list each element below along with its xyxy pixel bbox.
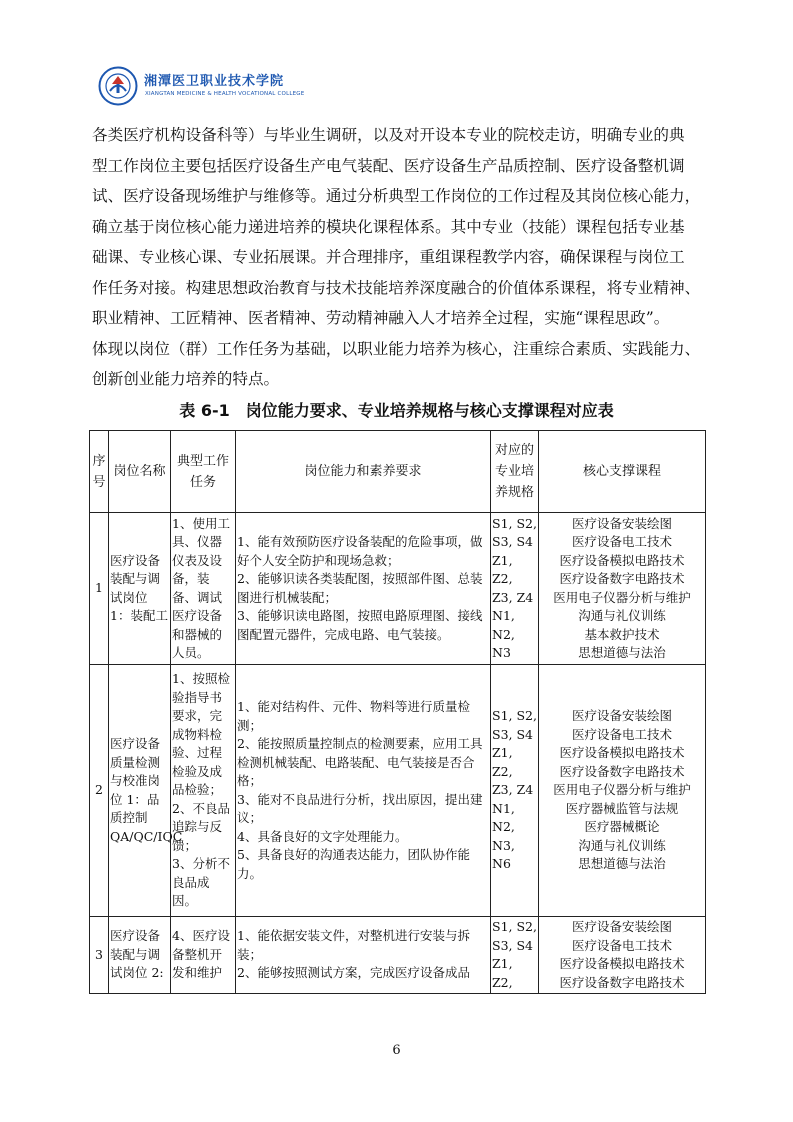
row-req-text: 1、能依据安装文件，对整机进行安装与拆装； 2、能够按照测试方案，完成医疗设备成品 bbox=[237, 928, 470, 981]
row-req-text: 1、能对结构件、元件、物料等进行质量检测； 2、能按照质量控制点的检测要素，应用工具检测机械装配、电路装配、电气装接是否合格； 3、能对不良品进行分析，找出原因，提出建议； 4、具备良好的文字处理能力。 5、具备良好的沟通表达能力，团队协作能力。 bbox=[237, 699, 483, 881]
body-line: 确立基于岗位核心能力递进培养的模块化课程体系。其中专业（技能）课程包括专业基 bbox=[92, 217, 685, 236]
header-req: 岗位能力和素养要求 bbox=[236, 431, 491, 513]
college-name-cn: 湘潭医卫职业技术学院 bbox=[144, 74, 285, 89]
header-spec: 对应的专业培养规格 bbox=[491, 431, 539, 513]
course-item: 思想道德与法治 bbox=[578, 856, 666, 872]
course-item: 医疗设备电工技术 bbox=[571, 534, 672, 549]
row-name bbox=[109, 665, 183, 917]
row-idx: 2 bbox=[90, 665, 109, 917]
row-req bbox=[236, 665, 491, 917]
row-courses bbox=[539, 513, 706, 665]
row-req-text: 1、能有效预防医疗设备装配的危险事项，做好个人安全防护和现场急救； 2、能够识读各类装配图，按照部件图、总装图进行机械装配； 3、能够识读电路图，按照电路原理图、接线图配置元器件，完成电路、电气装接。 bbox=[237, 534, 483, 642]
page-number: 6 bbox=[392, 1043, 401, 1058]
course-item: 医疗器械监管与法规 bbox=[565, 800, 679, 816]
course-item: 医疗设备安装绘图 bbox=[571, 919, 672, 934]
body-line: 作任务对接。构建思想政治教育与技术技能培养深度融合的价值体系课程，将专业精神、 bbox=[92, 278, 701, 297]
body-line: 型工作岗位主要包括医疗设备生产电气装配、医疗设备生产品质控制、医疗设备整机调 bbox=[92, 156, 685, 175]
header-course: 核心支撑课程 bbox=[539, 431, 706, 513]
body-line: 职业精神、工匠精神、医者精神、劳动精神融入人才培养全过程，实施“课程思政”。 bbox=[92, 309, 670, 327]
header-task: 典型工作任务 bbox=[171, 431, 236, 513]
row-spec bbox=[491, 665, 539, 917]
table-row bbox=[90, 917, 706, 994]
row-task-text: 1、按照检验指导书要求，完成物料检验、过程检验及成品检验； 2、不良品追踪与反馈； 3、分析不良品成因。 bbox=[172, 671, 230, 909]
row-spec-text: S1, S2, S3, S4 Z1, Z2, Z3, Z4 N1, N2, N3, N6 bbox=[492, 708, 537, 872]
course-item: 医疗设备模拟电路技术 bbox=[559, 552, 685, 568]
course-item: 医疗设备电工技术 bbox=[571, 726, 672, 742]
ability-course-table bbox=[89, 430, 706, 994]
body-line: 试、医疗设备现场维护与维修等。通过分析典型工作岗位的工作过程及其岗位核心能力， bbox=[92, 187, 701, 205]
row-task bbox=[171, 917, 236, 994]
course-item: 医疗设备电工技术 bbox=[571, 937, 672, 953]
course-item: 医疗设备安装绘图 bbox=[571, 708, 672, 724]
course-item: 沟通与礼仪训练 bbox=[578, 837, 666, 853]
body-line: 础课、专业核心课、专业拓展课。并合理排序，重组课程教学内容，确保课程与岗位工 bbox=[92, 248, 685, 266]
course-item: 基本救护技术 bbox=[584, 626, 660, 642]
course-item: 医疗设备安装绘图 bbox=[571, 515, 672, 531]
course-item: 医疗器械概论 bbox=[584, 819, 660, 835]
body-line: 各类医疗机构设备科等）与毕业生调研，以及对开设本专业的院校走访，明确专业的典 bbox=[92, 126, 685, 144]
header-idx: 序号 bbox=[90, 431, 109, 513]
course-item: 医疗设备数字电路技术 bbox=[559, 763, 685, 779]
header-name: 岗位名称 bbox=[109, 431, 171, 513]
course-item: 医用电子仪器分析与维护 bbox=[553, 589, 691, 605]
college-emblem-icon bbox=[98, 66, 138, 106]
row-idx: 1 bbox=[90, 513, 109, 665]
row-spec bbox=[491, 917, 539, 994]
course-item: 医疗设备数字电路技术 bbox=[559, 571, 685, 586]
row-spec-text: S1, S2, S3, S4 Z1, Z2, Z3, Z4 N1, N2, N3 bbox=[492, 515, 537, 660]
row-name-text: 医疗设备装配与调试岗位 1：装配工 bbox=[110, 552, 168, 623]
row-name bbox=[109, 917, 171, 994]
body-paragraph bbox=[92, 120, 704, 395]
table-row bbox=[90, 665, 706, 917]
row-courses bbox=[539, 917, 706, 994]
row-name-text: 医疗设备装配与调试岗位 2: bbox=[110, 928, 164, 981]
course-item: 医疗设备模拟电路技术 bbox=[559, 745, 685, 761]
table-title: 表 6-1 岗位能力要求、专业培养规格与核心支撑课程对应表 bbox=[179, 401, 614, 420]
course-item: 医疗设备模拟电路技术 bbox=[559, 956, 685, 971]
row-name-text: 医疗设备质量检测与校准岗位 1：品质控制QA/QC/IQC bbox=[110, 736, 183, 844]
row-name bbox=[109, 513, 171, 665]
course-item: 思想道德与法治 bbox=[578, 645, 666, 660]
course-item: 医用电子仪器分析与维护 bbox=[553, 782, 691, 798]
row-task-text: 1、使用工具、仪器仪表及设备，装备、调试医疗设备和器械的人员。 bbox=[172, 515, 230, 660]
row-spec bbox=[491, 513, 539, 665]
table-header-row bbox=[90, 431, 706, 513]
table-row bbox=[90, 513, 706, 665]
row-req bbox=[236, 917, 491, 994]
college-name-en: XIANGTAN MEDICINE & HEALTH VOCATIONAL COLLEGE bbox=[145, 91, 305, 97]
course-item: 沟通与礼仪训练 bbox=[578, 608, 666, 623]
row-task bbox=[171, 513, 236, 665]
row-task-text: 4、医疗设备整机开发和维护 bbox=[172, 928, 230, 981]
row-courses bbox=[539, 665, 706, 917]
row-spec-text: S1, S2, S3, S4 Z1, Z2, bbox=[492, 919, 537, 990]
row-idx: 3 bbox=[90, 917, 109, 994]
row-task bbox=[171, 665, 236, 917]
body-line: 创新创业能力培养的特点。 bbox=[92, 370, 280, 388]
body-line: 体现以岗位（群）工作任务为基础，以职业能力培养为核心，注重综合素质、实践能力、 bbox=[92, 339, 701, 358]
row-req bbox=[236, 513, 491, 665]
college-logo bbox=[98, 64, 305, 114]
course-item: 医疗设备数字电路技术 bbox=[559, 974, 685, 990]
